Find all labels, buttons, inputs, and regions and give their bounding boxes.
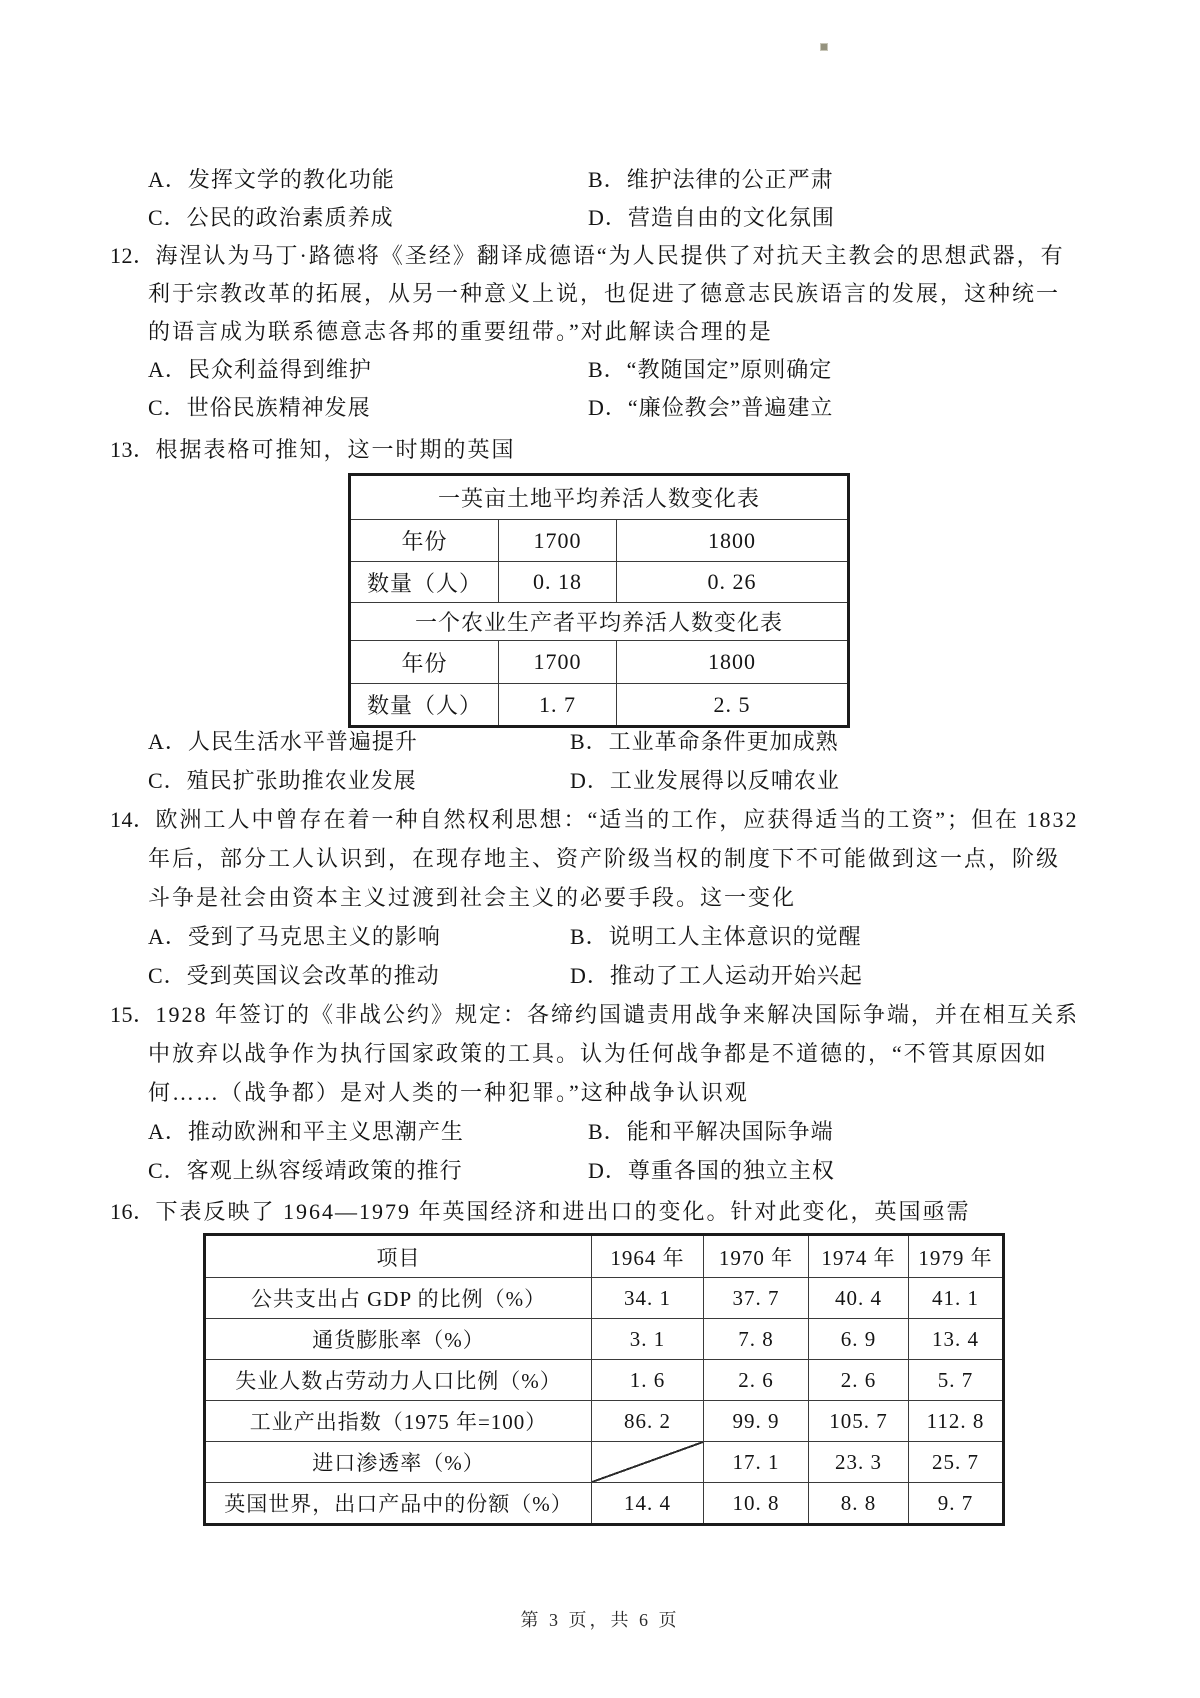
q15-option-d: D．尊重各国的独立主权 [588, 1158, 835, 1183]
q16-table [203, 1233, 1005, 1526]
q15-option-c: C．客观上纵容绥靖政策的推行 [148, 1158, 463, 1183]
table16-row3-label: 失业人数占劳动力人口比例（%） [235, 1369, 562, 1393]
q12-options-row-1 [0, 355, 1200, 385]
table-row [351, 519, 847, 561]
q14-options-row-2 [0, 961, 1200, 991]
q11-option-a: A．发挥文学的教化功能 [148, 167, 395, 192]
table16-row6-v1: 14. 4 [591, 1483, 703, 1523]
q15-line-1 [110, 1000, 1079, 1030]
q13-table [348, 473, 850, 728]
table16-row2-v3: 6. 9 [808, 1319, 908, 1359]
q15-line-2: 中放弃以战争作为执行国家政策的工具。认为任何战争都是不道德的，“不管其原因如 [148, 1041, 1048, 1066]
table16-row2-v4: 13. 4 [908, 1319, 1002, 1359]
table16-row2-label: 通货膨胀率（%） [312, 1328, 485, 1352]
scan-artifact-dot [820, 43, 828, 51]
table16-row2-v2: 7. 8 [703, 1319, 808, 1359]
table16-header-1970: 1970 年 [703, 1236, 808, 1277]
table16-row3-v1: 1. 6 [591, 1360, 703, 1400]
table16-header-item: 项目 [376, 1245, 421, 1270]
q12-option-c: C．世俗民族精神发展 [148, 395, 371, 420]
q14-number: 14． [110, 807, 156, 832]
table13-row2-1700: 0. 18 [498, 562, 616, 602]
table13-title-row-2 [351, 602, 847, 640]
q15-line-3: 何……（战争都）是对人类的一种犯罪。”这种战争认识观 [148, 1080, 749, 1105]
table13-row3-1700: 1700 [498, 641, 616, 683]
table13-row4-1800: 2. 5 [616, 684, 847, 725]
q14-option-d: D．推动了工人运动开始兴起 [570, 963, 863, 988]
q15-number: 15． [110, 1002, 156, 1027]
table-row [206, 1277, 1002, 1318]
table13-row2-1800: 0. 26 [616, 562, 847, 602]
table16-row1-v2: 37. 7 [703, 1278, 808, 1318]
table16-row5-empty-diagonal-cell [591, 1442, 703, 1482]
q14-text-1: 欧洲工人中曾存在着一种自然权利思想：“适当的工作，应获得适当的工资”；但在 1832 [155, 807, 1079, 832]
table16-row2-v1: 3. 1 [591, 1319, 703, 1359]
q12-text-1: 海涅认为马丁·路德将《圣经》翻译成德语“为人民提供了对抗天主教会的思想武器，有 [155, 243, 1065, 268]
table16-row3-v2: 2. 6 [703, 1360, 808, 1400]
q13-option-b: B．工业革命条件更加成熟 [570, 729, 839, 754]
table-row [351, 683, 847, 725]
table13-row1-label: 年份 [401, 529, 448, 554]
q11-option-d: D．营造自由的文化氛围 [588, 205, 835, 230]
table13-row4-1700: 1. 7 [498, 684, 616, 725]
table-row [206, 1441, 1002, 1482]
q13-options-row-2 [0, 766, 1200, 796]
q13-stem: 根据表格可推知，这一时期的英国 [155, 437, 516, 462]
q14-line-2: 年后，部分工人认识到，在现存地主、资产阶级当权的制度下不可能做到这一点，阶级 [148, 846, 1061, 871]
table-row [351, 640, 847, 683]
q13-options-row-1 [0, 727, 1200, 757]
table16-row1-v3: 40. 4 [808, 1278, 908, 1318]
table13-row3-label: 年份 [401, 650, 448, 676]
q12-option-d: D．“廉俭教会”普遍建立 [588, 395, 834, 420]
table16-row3-v3: 2. 6 [808, 1360, 908, 1400]
q16-number: 16． [110, 1199, 156, 1224]
q15-options-row-2 [0, 1156, 1200, 1186]
q14-option-c: C．受到英国议会改革的推动 [148, 963, 440, 988]
table16-row6-v4: 9. 7 [908, 1483, 1002, 1523]
table13-row1-1800: 1800 [616, 520, 847, 561]
table16-row6-v2: 10. 8 [703, 1483, 808, 1523]
table16-row5-v4: 25. 7 [908, 1442, 1002, 1482]
q13-stem-line [110, 435, 516, 465]
q14-option-a: A．受到了马克思主义的影响 [148, 924, 441, 949]
table16-row3-v4: 5. 7 [908, 1360, 1002, 1400]
table16-row1-v4: 41. 1 [908, 1278, 1002, 1318]
q12-number: 12． [110, 243, 156, 268]
table16-row1-v1: 34. 1 [591, 1278, 703, 1318]
table16-row4-v2: 99. 9 [703, 1401, 808, 1441]
q13-option-a: A．人民生活水平普遍提升 [148, 729, 418, 754]
table13-section1-title: 一英亩土地平均养活人数变化表 [437, 486, 760, 511]
table13-section2-title: 一个农业生产者平均养活人数变化表 [414, 610, 783, 635]
table-row [206, 1318, 1002, 1359]
q11-options-row-2 [0, 203, 1200, 233]
table16-header-1964: 1964 年 [591, 1236, 703, 1277]
q11-option-c: C．公民的政治素质养成 [148, 205, 394, 230]
table-row [206, 1400, 1002, 1441]
table16-row4-v4: 112. 8 [908, 1401, 1002, 1441]
q11-options-row-1 [0, 165, 1200, 195]
table16-row1-label: 公共支出占 GDP 的比例（%） [250, 1287, 547, 1311]
table16-row5-label: 进口渗透率（%） [312, 1451, 485, 1475]
table13-row4-label: 数量（人） [366, 693, 482, 718]
q13-number: 13． [110, 437, 156, 462]
table16-row4-label: 工业产出指数（1975 年=100） [249, 1410, 548, 1434]
table-row [206, 1359, 1002, 1400]
q12-line-3: 的语言成为联系德意志各邦的重要纽带。”对此解读合理的是 [148, 319, 773, 344]
table16-header-row [206, 1236, 1002, 1277]
q14-line-1 [110, 805, 1079, 835]
q15-option-a: A．推动欧洲和平主义思潮产生 [148, 1119, 464, 1144]
q13-option-c: C．殖民扩张助推农业发展 [148, 768, 417, 793]
q16-stem: 下表反映了 1964—1979 年英国经济和进出口的变化。针对此变化，英国亟需 [155, 1199, 971, 1224]
q16-stem-line [110, 1197, 971, 1227]
table13-title-row-1 [351, 476, 847, 519]
table16-header-1974: 1974 年 [808, 1236, 908, 1277]
q12-option-b: B．“教随国定”原则确定 [588, 357, 833, 382]
table16-row5-v3: 23. 3 [808, 1442, 908, 1482]
table-row [351, 561, 847, 602]
q15-option-b: B．能和平解决国际争端 [588, 1119, 834, 1144]
q11-option-b: B．维护法律的公正严肃 [588, 167, 834, 192]
page-footer: 第 3 页，共 6 页 [520, 1610, 680, 1630]
q14-line-3: 斗争是社会由资本主义过渡到社会主义的必要手段。这一变化 [148, 885, 797, 910]
q12-line-2: 利于宗教改革的拓展，从另一种意义上说，也促进了德意志民族语言的发展，这种统一 [148, 281, 1061, 306]
q14-option-b: B．说明工人主体意识的觉醒 [570, 924, 862, 949]
q15-text-1: 1928 年签订的《非战公约》规定：各缔约国谴责用战争来解决国际争端，并在相互关系 [155, 1002, 1080, 1027]
table16-row5-v2: 17. 1 [703, 1442, 808, 1482]
table13-row3-1800: 1800 [616, 641, 847, 683]
table16-row6-v3: 8. 8 [808, 1483, 908, 1523]
q12-option-a: A．民众利益得到维护 [148, 357, 372, 382]
q14-options-row-1 [0, 922, 1200, 952]
table13-row2-label: 数量（人） [366, 570, 482, 596]
table16-row4-v1: 86. 2 [591, 1401, 703, 1441]
table16-header-1979: 1979 年 [908, 1236, 1002, 1277]
table-row [206, 1482, 1002, 1523]
table13-row1-1700: 1700 [498, 520, 616, 561]
q15-options-row-1 [0, 1117, 1200, 1147]
q12-options-row-2 [0, 393, 1200, 423]
q12-line-1 [110, 241, 1065, 271]
table16-row6-label: 英国世界，出口产品中的份额（%） [224, 1492, 573, 1516]
table16-row4-v3: 105. 7 [808, 1401, 908, 1441]
q13-option-d: D．工业发展得以反哺农业 [570, 768, 840, 793]
